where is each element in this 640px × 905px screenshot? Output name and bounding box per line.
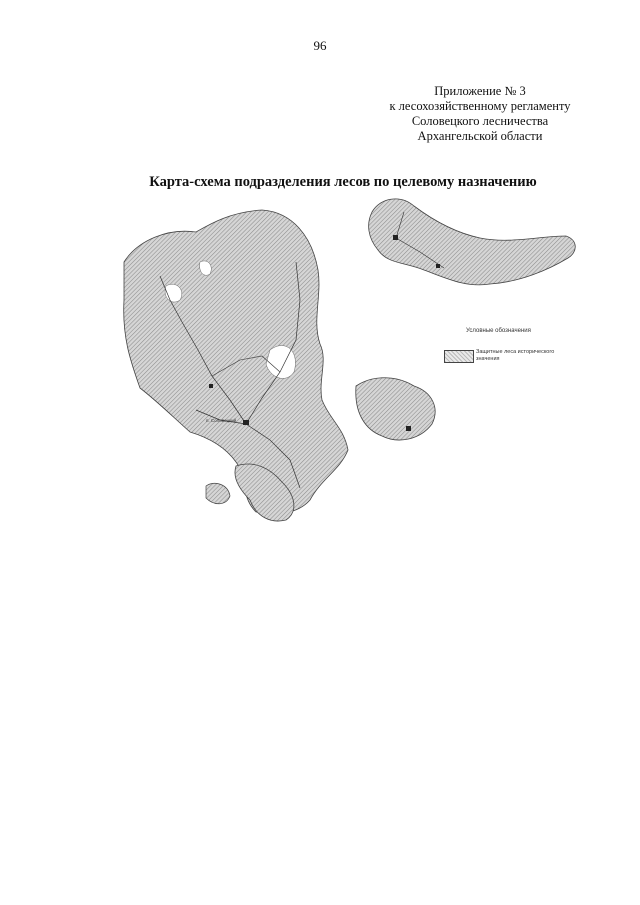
western-islet (206, 483, 230, 504)
appendix-line-4: Архангельской области (417, 129, 543, 143)
appendix-line-1: Приложение № 3 (434, 84, 526, 98)
legend-title: Условные обозначения (466, 328, 531, 334)
appendix-line-3: Соловецкого лесничества (411, 114, 549, 128)
legend-swatch (444, 350, 474, 363)
inset-island (369, 199, 576, 285)
legend-item-label: Защитные леса исторического значения (476, 349, 555, 362)
map-title: Карта-схема подразделения лесов по целевому назначению (149, 174, 537, 190)
appendix-line-2: к лесохозяйственному регламенту (389, 99, 571, 113)
page-number: 96 (313, 38, 327, 53)
eastern-island (356, 378, 435, 440)
map-place-label: п. Соловецкий (206, 418, 237, 423)
main-island (124, 210, 348, 521)
